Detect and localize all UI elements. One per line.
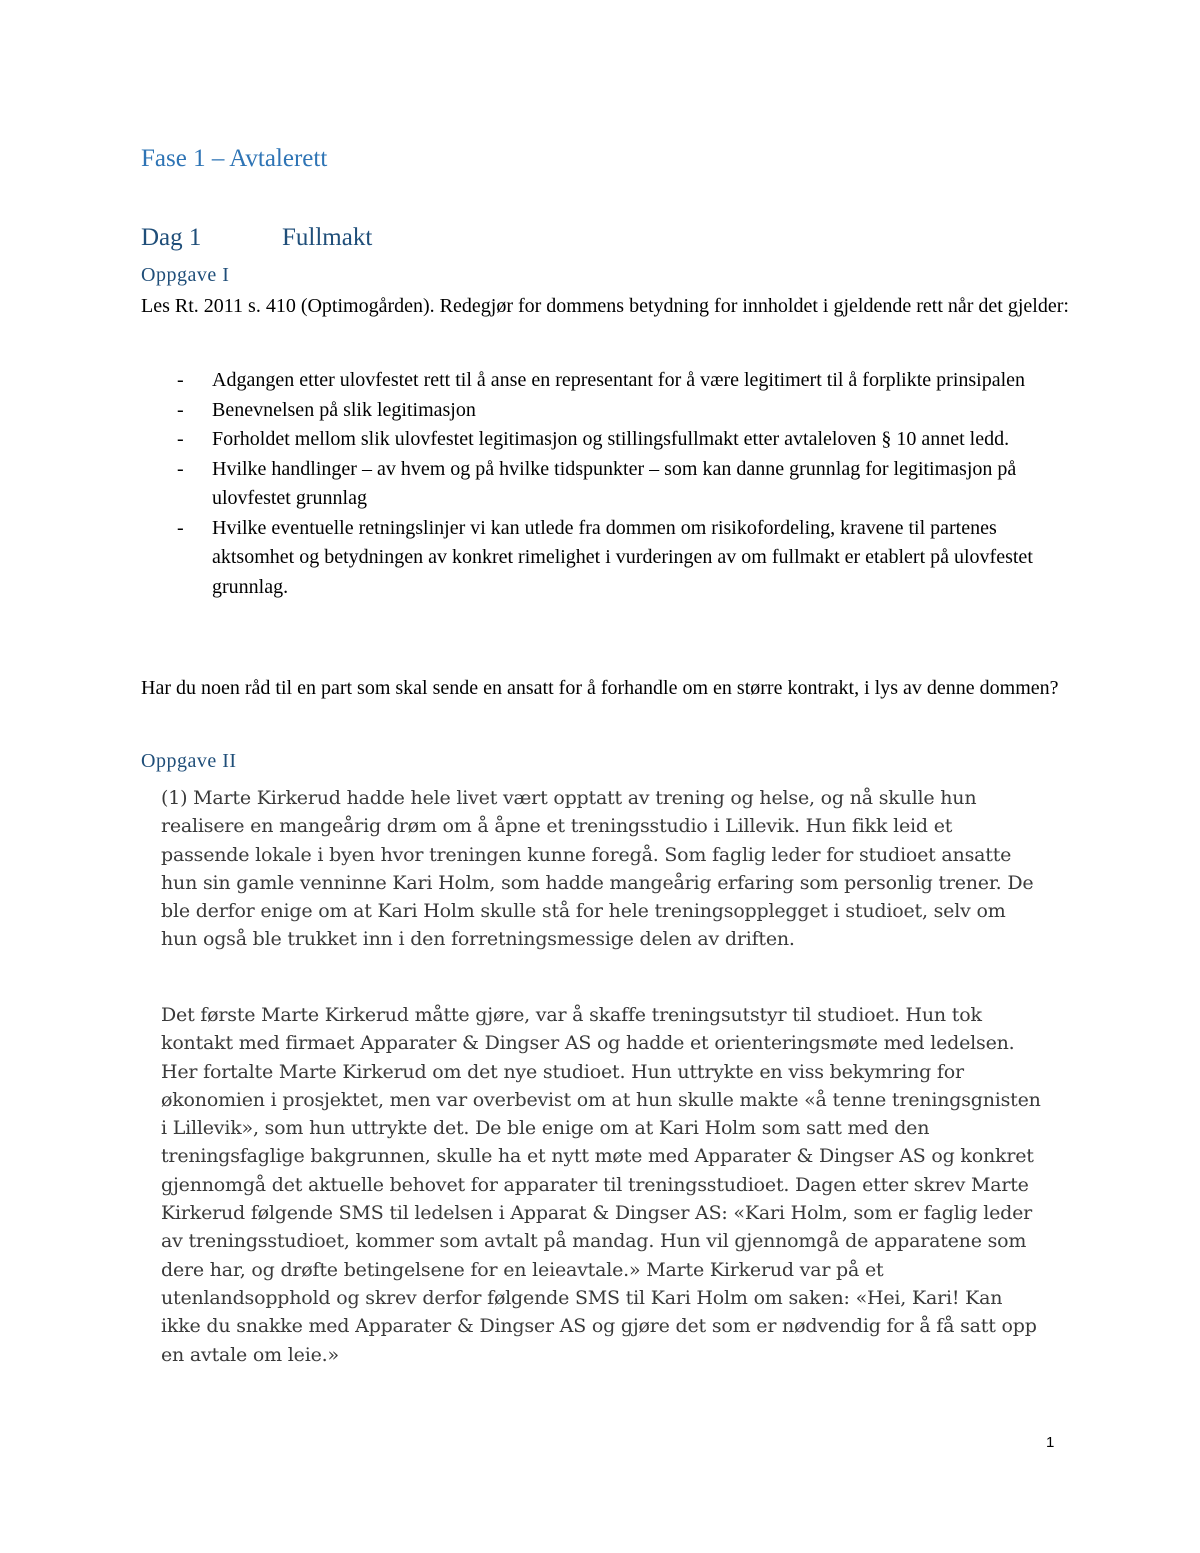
bullet-text: Forholdet mellom slik ulovfestet legitimasjon og stillingsfullmakt etter avtaleloven § 10 annet ledd. [212,428,1010,450]
bullet-text: Hvilke eventuelle retningslinjer vi kan utlede fra dommen om risikofordeling, kravene til partenes aktsomhet og betydningen av konkret rimelighet i vurderingen av om fullmakt er etablert på ulovfestet grunnlag. [212,516,1033,598]
bullet-item [141,366,1071,396]
task1-bullet-list [141,366,1071,602]
bullet-marker: - [177,398,184,421]
page-number: 1 [1046,1434,1055,1451]
bullet-text: Hvilke handlinger – av hvem og på hvilke tidspunkter – som kan danne grunnlag for legitimasjon på ulovfestet grunnlag [212,457,1017,509]
bullet-text: Adgangen etter ulovfestet rett til å anse en representant for å være legitimert til å forplikte prinsipalen [212,369,1026,391]
day-heading [141,224,373,252]
bullet-text: Benevnelsen på slik legitimasjon [212,398,476,421]
day-title: Fullmakt [282,224,373,251]
bullet-marker: - [177,369,184,391]
case-paragraph-2: Det første Marte Kirkerud måtte gjøre, var å skaffe treningsutstyr til studioet. Hun tok kontakt med firmaet Apparater & Dingser AS og hadde et orienteringsmøte med ledelsen. Her fortalte Marte Kirkerud om det nye studioet. Hun uttrykte en viss bekymring for økonomien i prosjektet, men var overbevist om at hun skulle makte «å tenne treningsgnisten i Lillevik», som hun uttrykte det. De ble enige om at Kari Holm som satt med den treningsfaglige bakgrunnen, skulle ha et nytt møte med Apparater & Dingser AS og konkret gjennomgå det aktuelle behovet for apparater til treningsstudioet. Dagen etter skrev Marte Kirkerud følgende SMS til ledelsen i Apparat & Dingser AS: «Kari Holm, som er faglig leder av treningsstudioet, kommer som avtalt på mandag. Hun vil gjennomgå de apparatene som dere har, og drøfte betingelsene for en leieavtale.» Marte Kirkerud var på et utenlandsopphold og skrev derfor følgende SMS til Kari Holm om saken: «Hei, Kari! Kan ikke du snakke med Apparater & Dingser AS og gjøre det som er nødvendig for å få satt opp en avtale om leie.» [161,1004,1041,1366]
task2-heading: Oppgave II [141,750,237,772]
task1-heading: Oppgave I [141,264,230,286]
bullet-marker: - [177,428,184,450]
task1-intro: Les Rt. 2011 s. 410 (Optimogården). Redegjør for dommens betydning for innholdet i gjeldende rett når det gjelder: [141,295,1069,317]
day-label: Dag 1 [141,224,202,251]
task1-question: Har du noen råd til en part som skal sende en ansatt for å forhandle om en større kontrakt, i lys av denne dommen? [141,677,1059,699]
case-paragraph-1: (1) Marte Kirkerud hadde hele livet vært opptatt av trening og helse, og nå skulle hun realisere en mangeårig drøm om å åpne et treningsstudio i Lillevik. Hun fikk leid et passende lokale i byen hvor treningen kunne foregå. Som faglig leder for studioet ansatte hun sin gamle venninne Kari Holm, som hadde mangeårig erfaring som personlig trener. De ble derfor enige om at Kari Holm skulle stå for hele treningsopplegget i studioet, selv om hun også ble trukket inn i den forretningsmessige delen av driften. [161,787,1034,951]
bullet-item [141,514,1071,603]
bullet-item [141,425,1071,455]
bullet-marker: - [177,516,184,539]
bullet-item [141,455,1071,514]
phase-heading: Fase 1 – Avtalerett [141,145,328,172]
bullet-marker: - [177,457,184,480]
bullet-item [141,396,1071,426]
